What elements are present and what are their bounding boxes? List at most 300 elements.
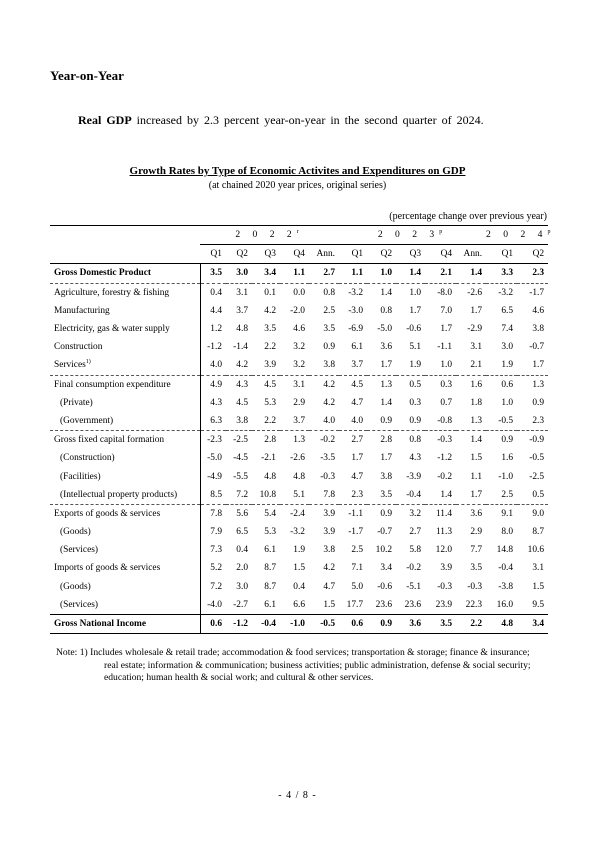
table-cell: 4.6 [293,324,305,335]
table-cell: 1.4 [380,397,393,408]
table-cell: 1.9 [409,360,422,371]
table-cell: 1.3 [517,375,548,394]
table-cell: 1.4 [409,268,422,279]
table-cell: 8.5 [210,489,222,500]
table-cell: 1.2 [210,324,222,335]
table-cell: 2.9 [470,527,483,538]
table-cell: -0.6 [377,581,393,592]
row-label: Final consumption expenditure [50,375,200,394]
column-header: Q4 [425,245,456,264]
table-cell: 4.5 [252,375,280,394]
table-cell: 7.4 [501,324,514,335]
table-cell: -0.9 [517,431,548,450]
table-cell: 7.2 [236,489,248,500]
table-cell: 1.5 [323,599,336,610]
table-cell: 6.6 [293,599,305,610]
table-cell: 1.3 [470,415,483,426]
table-cell: 8.7 [264,581,276,592]
table-cell: -5.5 [233,471,248,482]
table-cell: 6.3 [210,415,222,426]
table-cell: 1.1 [470,471,483,482]
table-cell: 2.5 [351,545,364,556]
table-cell: 0.8 [396,431,425,450]
table-cell: 3.9 [323,527,336,538]
table-cell: -1.2 [226,614,252,633]
table-cell: 1.1 [351,268,364,279]
table-row [50,614,548,633]
row-label: (Goods) [50,578,200,596]
table-cell: 22.3 [465,599,483,610]
table-cell: 14.8 [496,545,514,556]
table-cell: -1.0 [280,614,309,633]
table-cell: 4.8 [236,324,248,335]
table-cell: -4.5 [233,453,248,464]
page-number: - 4 / 8 - [278,790,317,801]
table-row [50,486,548,505]
table-cell: 1.4 [470,268,483,279]
table-cell: 8.7 [532,527,545,538]
table-cell: 1.7 [380,453,393,464]
table-title: Growth Rates by Type of Economic Activites and Expenditures on GDP [129,165,466,177]
year-2023: 2 0 2 3$^p$ [339,226,486,245]
note-prefix: Note: 1) [56,647,88,658]
table-cell: 4.4 [210,305,222,316]
table-cell: 1.0 [501,397,514,408]
column-header: Q2 [226,245,252,264]
table-cell: -2.0 [290,305,305,316]
column-header: Q1 [486,245,517,264]
table-cell: -1.4 [233,342,248,353]
table-cell: 0.9 [323,342,336,353]
table-cell: 1.3 [367,375,396,394]
section-title: Year-on-Year [50,68,124,83]
table-cell: 2.3 [532,415,545,426]
table-row [50,264,548,283]
table-cell: 4.5 [236,397,248,408]
table-cell: 1.9 [501,360,514,371]
row-label: Services$^{1)}$ [50,356,200,375]
table-cell: 0.4 [236,545,248,556]
table-cell: -2.5 [226,431,252,450]
table-cell: 1.0 [396,283,425,302]
table-cell: 3.0 [501,342,514,353]
table-cell: -1.0 [498,471,514,482]
table-row [50,338,548,356]
table-row [50,467,548,485]
table-cell: 5.1 [293,489,305,500]
table-cell: -0.4 [498,563,514,574]
table-cell: 2.7 [339,431,367,450]
table-cell: 0.9 [380,415,393,426]
table-row [50,578,548,596]
table-cell: 6.1 [264,545,276,556]
table-cell: 3.4 [380,563,393,574]
table-cell: -0.3 [425,431,456,450]
table-cell: 2.8 [252,431,280,450]
row-label: (Private) [50,394,200,412]
table-cell: 6.5 [501,305,514,316]
table-cell: 2.2 [264,342,276,353]
table-cell: 4.2 [323,563,336,574]
lead-paragraph [78,113,538,128]
table-cell: 4.3 [226,375,252,394]
table-cell: 1.4 [440,489,453,500]
table-cell: 3.1 [280,375,309,394]
quarter-header-row [50,245,548,264]
table-cell: -4.9 [207,471,222,482]
table-cell: 4.7 [323,581,336,592]
column-header: Q4 [280,245,309,264]
row-label: Gross fixed capital formation [50,431,200,450]
table-cell: 5.8 [409,545,422,556]
table-cell: 3.5 [210,268,222,279]
table-row [50,596,548,615]
table-cell: 0.3 [425,375,456,394]
table-cell: 3.5 [380,489,393,500]
table-cell: 6.1 [264,599,276,610]
table-cell: -2.1 [261,453,276,464]
table-cell: 4.2 [309,375,339,394]
table-cell: 4.2 [264,305,276,316]
table-cell: -8.0 [425,283,456,302]
table-cell: 0.0 [280,283,309,302]
table-cell: 3.8 [323,360,336,371]
table-cell: 4.7 [351,397,364,408]
table-cell: 0.8 [309,283,339,302]
table-cell: 4.2 [323,397,336,408]
table-cell: 3.0 [236,268,248,279]
year-header-row [50,226,548,245]
table-cell: 1.5 [470,453,483,464]
table-cell: 5.6 [226,504,252,523]
table-cell: -0.2 [437,471,453,482]
table-cell: 3.9 [264,360,276,371]
table-cell: 0.9 [532,397,545,408]
table-cell: -3.2 [486,283,517,302]
column-header: Q3 [252,245,280,264]
table-cell: -0.2 [309,431,339,450]
table-cell: 1.7 [470,489,483,500]
table-cell: 3.1 [470,342,483,353]
table-row [50,283,548,302]
table-cell: 4.0 [351,415,364,426]
table-cell: 3.5 [264,324,276,335]
table-cell: -3.5 [320,453,336,464]
column-header: Ann. [309,245,339,264]
table-cell: 11.3 [435,527,453,538]
table-cell: -0.3 [320,471,336,482]
table-cell: 1.7 [351,453,364,464]
table-row [50,523,548,541]
table-cell: 4.8 [293,471,305,482]
table-subtitle: (at chained 2020 year prices, original series) [208,180,387,191]
table-cell: 5.3 [264,527,276,538]
table-cell: 1.7 [532,360,545,371]
table-cell: 3.8 [236,415,248,426]
table-cell: -3.8 [498,581,514,592]
table-cell: -2.4 [280,504,309,523]
row-label: (Services) [50,541,200,559]
table-cell: 1.5 [293,563,305,574]
table-cell: 2.7 [323,268,336,279]
row-label: Agriculture, forestry & fishing [50,283,200,302]
table-cell: 6.1 [351,342,364,353]
row-label: (Intellectual property products) [50,486,200,505]
table-cell: 3.5 [425,614,456,633]
row-label: Gross Domestic Product [50,264,200,283]
table-cell: 7.0 [440,305,453,316]
table-cell: 0.4 [200,283,226,302]
table-cell: -2.9 [467,324,483,335]
table-cell: 3.1 [532,563,545,574]
table-cell: 7.9 [210,527,222,538]
column-header: Q2 [517,245,548,264]
table-cell: 3.6 [380,342,393,353]
table-cell: 4.2 [236,360,248,371]
table-cell: -1.1 [437,342,453,353]
table-cell: 3.5 [470,563,483,574]
table-cell: 1.8 [470,397,483,408]
lead-bold: Real GDP [78,113,132,127]
table-cell: -6.9 [348,324,364,335]
table-cell: 4.6 [532,305,545,316]
table-cell: -0.3 [437,581,453,592]
table-cell: 0.3 [409,397,422,408]
table-cell: 4.0 [323,415,336,426]
column-header: Q3 [396,245,425,264]
row-label: Electricity, gas & water supply [50,320,200,338]
table-cell: 1.7 [440,324,453,335]
note-text: Includes wholesale & retail trade; accommodation & food services; transportation & storage; finance & insurance; real estate; information & communication; business activities; public administration, defense & social security; education; human health & social work; and cultural & other services. [90,647,531,683]
table-cell: 1.3 [280,431,309,450]
table-cell: 4.7 [351,471,364,482]
table-cell: 10.8 [259,489,276,500]
table-row [50,431,548,450]
row-label: Exports of goods & services [50,504,200,523]
table-cell: -0.7 [529,342,545,353]
table-cell: 2.5 [501,489,514,500]
table-cell: 4.0 [210,360,222,371]
table-cell: 3.7 [236,305,248,316]
table-cell: -2.5 [529,471,545,482]
table-row [50,559,548,577]
table-cell: 9.0 [517,504,548,523]
year-2022: 2 0 2 2$^r$ [200,226,339,245]
table-cell: 1.0 [380,268,393,279]
lead-text: increased by 2.3 percent year-on-year in the second quarter of 2024. [136,113,484,127]
table-note [56,647,546,685]
table-cell: 0.6 [200,614,226,633]
table-row [50,541,548,559]
table-cell: 0.4 [293,581,305,592]
table-cell: 1.6 [501,453,514,464]
table-cell: -3.0 [348,305,364,316]
table-cell: -0.5 [498,415,514,426]
table-cell: 0.7 [440,397,453,408]
table-cell: -0.4 [406,489,422,500]
row-label: Manufacturing [50,302,200,320]
table-cell: 7.3 [210,545,222,556]
row-label: (Facilities) [50,467,200,485]
table-row [50,504,548,523]
table-cell: -0.4 [252,614,280,633]
year-2024: 2 0 2 4$^p$ [486,226,548,245]
table-cell: -5.1 [406,581,422,592]
row-label: (Goods) [50,523,200,541]
table-cell: -1.1 [339,504,367,523]
table-cell: 23.6 [375,599,393,610]
table-cell: 3.5 [323,324,336,335]
table-cell: 0.9 [486,431,517,450]
table-cell: 2.8 [367,431,396,450]
table-cell: 3.2 [293,342,305,353]
table-cell: 3.8 [323,545,336,556]
table-cell: 3.4 [517,614,548,633]
table-cell: 2.3 [532,268,545,279]
table-cell: 2.5 [323,305,336,316]
table-cell: 5.0 [351,581,364,592]
table-cell: 7.7 [470,545,483,556]
table-cell: 0.1 [252,283,280,302]
table-cell: -3.9 [406,471,422,482]
table-cell: 3.6 [456,504,486,523]
table-cell: -0.7 [377,527,393,538]
table-cell: 3.9 [440,563,453,574]
table-cell: -1.2 [207,342,222,353]
row-label: (Construction) [50,449,200,467]
table-cell: -0.2 [406,563,422,574]
table-unit: (percentage change over previous year) [389,211,547,222]
table-cell: 0.8 [380,305,393,316]
column-header: Q1 [339,245,367,264]
table-cell: 3.6 [396,614,425,633]
table-cell: 7.8 [200,504,226,523]
table-cell: 11.4 [425,504,456,523]
table-cell: 1.6 [456,375,486,394]
table-cell: -2.7 [233,599,248,610]
table-cell: 17.7 [346,599,364,610]
table-cell: 4.9 [200,375,226,394]
table-cell: 12.0 [435,545,453,556]
table-cell: 1.4 [367,283,396,302]
table-cell: 4.3 [210,397,222,408]
table-cell: 3.7 [351,360,364,371]
table-cell: 2.7 [409,527,422,538]
table-cell: -3.2 [290,527,305,538]
table-row [50,412,548,431]
table-cell: 1.7 [409,305,422,316]
table-cell: 2.9 [293,397,305,408]
table-cell: 3.0 [236,581,248,592]
table-cell: 2.1 [470,360,483,371]
table-row [50,394,548,412]
table-cell: 5.3 [264,397,276,408]
table-cell: -1.7 [517,283,548,302]
row-label: Construction [50,338,200,356]
table-cell: 8.7 [264,563,276,574]
table-cell: -1.2 [437,453,453,464]
table-cell: 7.8 [323,489,336,500]
row-label: (Government) [50,412,200,431]
table-cell: 1.1 [293,268,305,279]
table-cell: 2.3 [351,489,364,500]
table-row [50,375,548,394]
table-cell: -3.2 [339,283,367,302]
row-label: Gross National Income [50,614,200,633]
table-cell: 4.5 [339,375,367,394]
table-cell: 3.1 [226,283,252,302]
table-cell: -2.6 [290,453,305,464]
table-cell: 2.2 [456,614,486,633]
table-cell: 1.9 [293,545,305,556]
table-cell: 0.6 [486,375,517,394]
table-cell: -2.6 [456,283,486,302]
table-cell: 1.7 [470,305,483,316]
gdp-growth-table [50,225,556,634]
table-cell: 3.9 [309,504,339,523]
table-cell: 1.4 [456,431,486,450]
table-cell: 7.2 [210,581,222,592]
row-label: (Services) [50,596,200,615]
table-cell: 0.9 [367,614,396,633]
table-cell: -0.5 [529,453,545,464]
table-cell: 3.8 [532,324,545,335]
table-cell: 1.7 [380,360,393,371]
table-row [50,320,548,338]
table-cell: 3.2 [396,504,425,523]
table-cell: -5.0 [207,453,222,464]
table-cell: 23.6 [404,599,422,610]
table-cell: -2.3 [200,431,226,450]
table-row [50,449,548,467]
table-cell: 3.7 [293,415,305,426]
row-label: Imports of goods & services [50,559,200,577]
table-cell: 5.4 [252,504,280,523]
table-cell: 3.8 [380,471,393,482]
table-cell: 5.1 [409,342,422,353]
table-cell: 0.9 [409,415,422,426]
table-cell: -0.6 [406,324,422,335]
table-cell: 3.4 [264,268,276,279]
table-cell: -0.8 [437,415,453,426]
column-header: Q1 [200,245,226,264]
table-cell: 9.5 [532,599,545,610]
table-cell: 0.6 [339,614,367,633]
table-cell: 1.0 [440,360,453,371]
table-cell: 23.9 [435,599,453,610]
column-header: Q2 [367,245,396,264]
table-cell: -1.7 [348,527,364,538]
table-row [50,302,548,320]
table-cell: 0.5 [532,489,545,500]
table-cell: 2.1 [440,268,453,279]
column-header: Ann. [456,245,486,264]
table-cell: 6.5 [236,527,248,538]
table-cell: -0.3 [467,581,483,592]
table-cell: 10.6 [527,545,545,556]
table-cell: 16.0 [496,599,514,610]
table-cell: 4.3 [409,453,422,464]
table-cell: 3.3 [501,268,514,279]
table-cell: 3.2 [293,360,305,371]
table-cell: 10.2 [375,545,393,556]
table-cell: 0.5 [396,375,425,394]
table-cell: -4.0 [207,599,222,610]
table-cell: 8.0 [501,527,514,538]
table-row [50,356,548,375]
table-cell: 1.5 [532,581,545,592]
table-cell: -5.0 [377,324,393,335]
